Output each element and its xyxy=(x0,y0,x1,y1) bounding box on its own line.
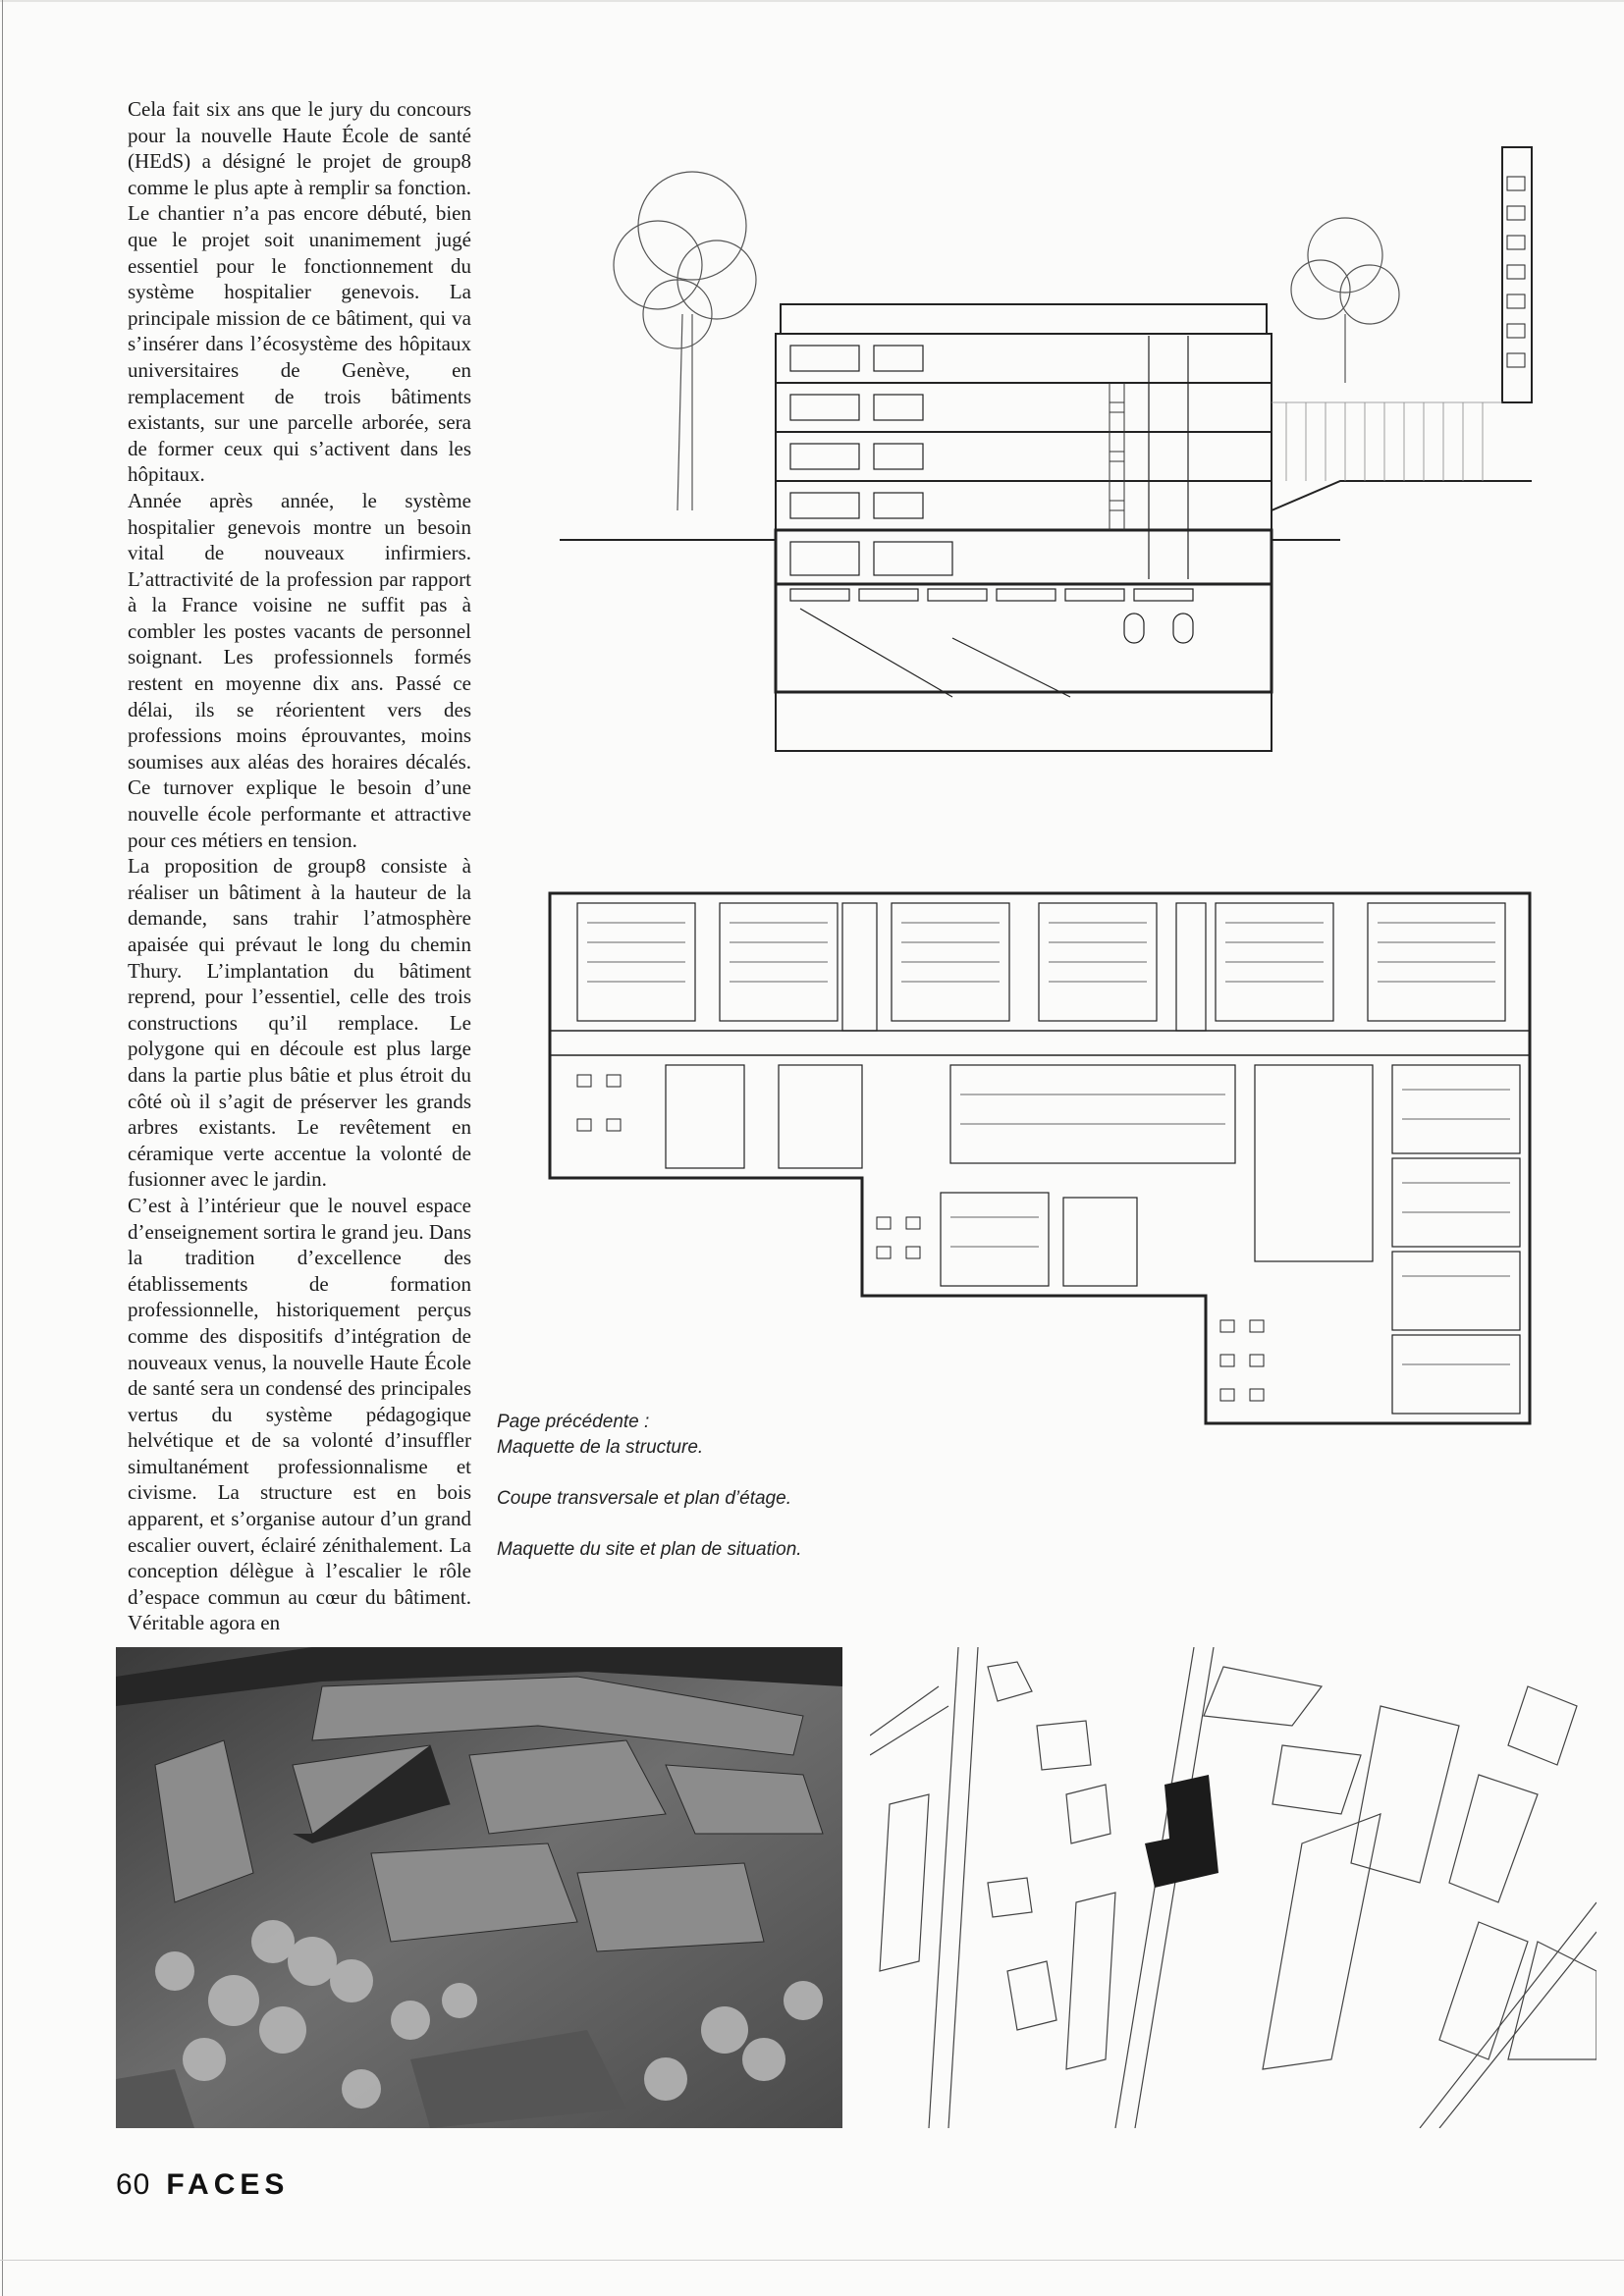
page-edge xyxy=(0,0,1624,2)
body-text-column xyxy=(128,96,471,1636)
caption-section-plan: Coupe transversale et plan d’étage. xyxy=(497,1488,791,1509)
paragraph-3: La proposition de group8 consiste à réaliser un bâtiment à la hauteur de la demande, sans trahir l’atmosphère apaisée qui prévaut le long du chemin Thury. L’implantation du bâtiment reprend, pour l’essentiel, celle des trois constructions qu’il remplace. Le polygone qui en découle est plus large dans la partie plus bâtie et plus étroit du côté où il s’agit de préserver les grands arbres existants. Le revêtement en céramique verte accentue la volonté de fusionner avec le jardin. xyxy=(128,854,471,1192)
page-edge-bottom xyxy=(0,2260,1624,2261)
caption-structure-model: Maquette de la structure. xyxy=(497,1437,704,1458)
caption-previous-page-label: Page précédente : xyxy=(497,1412,650,1432)
paragraph-1: Cela fait six ans que le jury du concours pour la nouvelle Haute École de santé (HEdS) a désigné le projet de group8 comme le plus apte à remplir sa fonction. Le chantier n’a pas encore débuté, bien que le projet soit unanimement jugé essentiel pour le fonctionnement du système hospitalier genevois. La principale mission de ce bâtiment, qui va s’insérer dans l’écosystème des hôpitaux universitaires de Genève, en remplacement de trois bâtiments existants, sur une parcelle arborée, sera de former ceux qui s’activent dans les hôpitaux. xyxy=(128,97,471,487)
caption-previous-page xyxy=(497,1410,909,1461)
site-model-photo xyxy=(116,1647,842,2128)
cross-section-drawing xyxy=(560,118,1542,756)
figure-captions xyxy=(497,1410,909,1588)
magazine-name: FACES xyxy=(166,2168,290,2201)
page-folio xyxy=(116,2167,289,2203)
site-plan-drawing xyxy=(870,1647,1597,2128)
floor-plan-drawing xyxy=(538,883,1540,1433)
paragraph-4: C’est à l’intérieur que le nouvel espace d’enseignement sortira le grand jeu. Dans la tradition d’excellence des établissements de formation professionnelle, historiquement perçus comme des dispositifs d’intégration de nouveaux venus, la nouvelle Haute École de santé sera un condensé des principales vertus du système pédagogique helvétique et de sa volonté d’insuffler simultanément professionnalisme et civisme. La structure est en bois apparent, et s’organise autour d’un grand escalier ouvert, éclairé zénithalement. La conception délègue à l’escalier le rôle d’espace commun au cœur du bâtiment. Véritable agora en xyxy=(128,1193,471,1635)
page-number: 60 xyxy=(116,2168,151,2201)
paragraph-2: Année après année, le système hospitalier genevois montre un besoin vital de nouveaux infirmiers. L’attractivité de la profession par rapport à la France voisine ne suffit pas à combler les postes vacants de personnel soignant. Les professionnels formés restent en moyenne dix ans. Passé ce délai, ils se réorientent vers des professions moins éprouvantes, moins soumises aux aléas des horaires décalés. Ce turnover explique le besoin d’une nouvelle école performante et attractive pour ces métiers en tension. xyxy=(128,488,471,852)
page-edge-left xyxy=(2,0,3,2296)
caption-site-model: Maquette du site et plan de situation. xyxy=(497,1539,802,1560)
